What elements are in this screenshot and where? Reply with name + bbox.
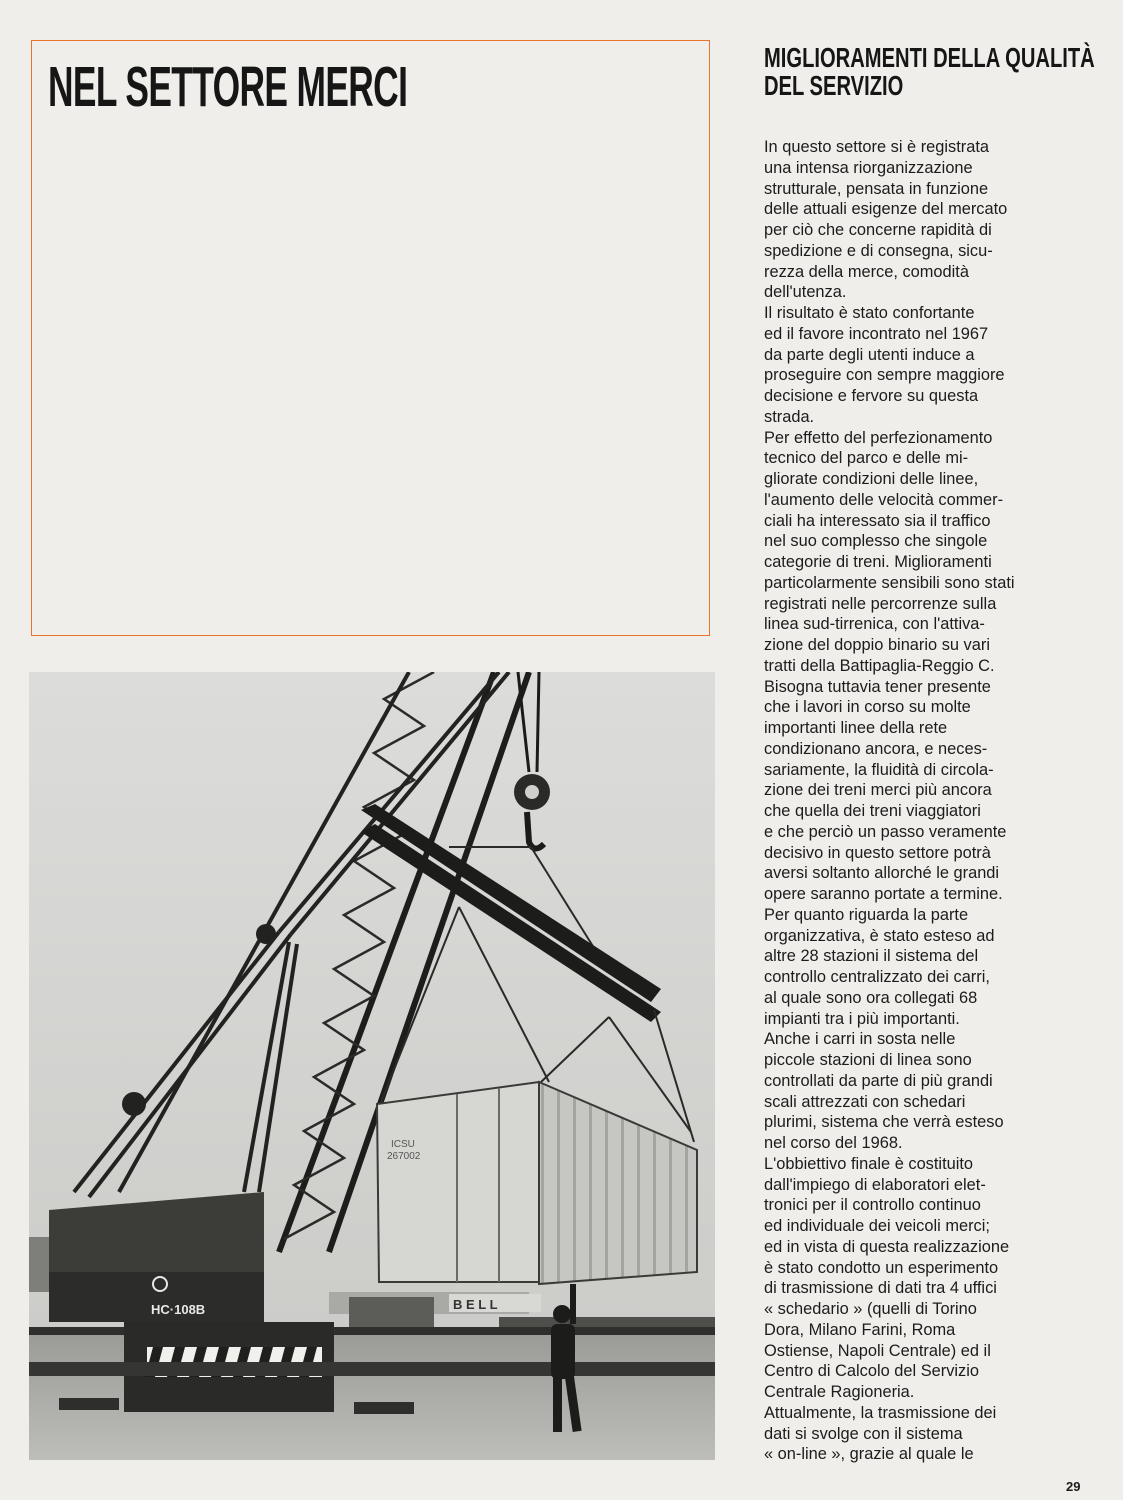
section-heading-line1: MIGLIORAMENTI DELLA QUALITÀ (764, 42, 1095, 73)
body-line: spedizione e di consegna, sicu- (764, 241, 993, 260)
body-line: nel suo complesso che singole (764, 532, 988, 551)
body-line: organizzativa, è stato esteso ad (764, 926, 995, 945)
body-line: plurimi, sistema che verrà esteso (764, 1113, 1004, 1132)
body-line: di trasmissione di dati tra 4 uffici (764, 1279, 997, 1298)
container-code-2: 267002 (387, 1151, 421, 1162)
body-line: Per effetto del perfezionamento (764, 428, 993, 447)
section-heading (764, 44, 1095, 100)
body-line: una intensa riorganizzazione (764, 158, 973, 177)
body-line: importanti linee della rete (764, 719, 948, 737)
body-line: In questo settore si è registrata (764, 138, 990, 156)
section-title: NEL SETTORE MERCI (48, 55, 408, 119)
body-line: Anche i carri in sosta nelle (764, 1030, 956, 1049)
body-line: Centrale Ragioneria. (764, 1383, 915, 1401)
body-line: decisione e fervore su questa (764, 387, 979, 405)
crane-photo (29, 672, 715, 1460)
body-line: controllo centralizzato dei carri, (764, 968, 990, 986)
body-line: e che perciò un passo veramente (764, 822, 1007, 841)
body-line: particolarmente sensibili sono stati (764, 573, 1015, 592)
body-line: Ostiense, Napoli Centrale) ed il (764, 1341, 991, 1360)
body-line: L'obbiettivo finale è costituito (764, 1154, 974, 1173)
section-heading-line2: DEL SERVIZIO (764, 70, 904, 101)
body-line: ciali ha interessato sia il traffico (764, 511, 991, 530)
body-line: è stato condotto un esperimento (764, 1258, 999, 1277)
body-line: « on-line », grazie al quale le (764, 1445, 974, 1464)
body-line: altre 28 stazioni il sistema del (764, 947, 979, 966)
article-body (764, 137, 1094, 1465)
body-line: condizionano ancora, e neces- (764, 739, 988, 758)
body-line: nel corso del 1968. (764, 1134, 903, 1152)
body-line: dati si svolge con il sistema (764, 1424, 963, 1443)
body-line: piccole stazioni di linea sono (764, 1051, 972, 1069)
body-line: ed in vista di questa realizzazione (764, 1237, 1010, 1256)
body-line: ed individuale dei veicoli merci; (764, 1217, 990, 1235)
body-line: strutturale, pensata in funzione (764, 179, 989, 198)
body-line: opere saranno portate a termine. (764, 885, 1003, 903)
body-line: rezza della merce, comodità (764, 262, 969, 281)
body-line: aversi soltanto allorché le grandi (764, 864, 1000, 883)
body-line: Bisogna tuttavia tener presente (764, 677, 991, 696)
body-line: tecnico del parco e delle mi- (764, 449, 969, 468)
body-line: che i lavori in corso su molte (764, 698, 971, 717)
body-line: Il risultato è stato confortante (764, 304, 975, 322)
body-line: sariamente, la fluidità di circola- (764, 760, 994, 779)
body-line: delle attuali esigenze del mercato (764, 200, 1008, 219)
body-line: dell'utenza. (764, 283, 847, 302)
body-line: al quale sono ora collegati 68 (764, 988, 978, 1007)
title-frame (31, 40, 710, 636)
body-line: Dora, Milano Farini, Roma (764, 1320, 956, 1339)
body-line: tronici per il controllo continuo (764, 1196, 981, 1215)
body-line: zione del doppio binario su vari (764, 636, 990, 654)
body-line: tratti della Battipaglia-Reggio C. (764, 656, 995, 675)
body-line: linea sud-tirrenica, con l'attiva- (764, 615, 985, 634)
body-line: dall'impiego di elaboratori elet- (764, 1175, 986, 1194)
body-line: « schedario » (quelli di Torino (764, 1300, 977, 1318)
body-line: da parte degli utenti induce a (764, 345, 975, 364)
body-line: zione dei treni merci più ancora (764, 781, 992, 800)
body-line: per ciò che concerne rapidità di (764, 221, 992, 239)
page-number: 29 (1066, 1479, 1081, 1494)
body-line: Per quanto riguarda la parte (764, 905, 969, 924)
body-line: proseguire con sempre maggiore (764, 366, 1005, 385)
body-line: che quella dei treni viaggiatori (764, 802, 981, 820)
body-line: decisivo in questo settore potrà (764, 843, 991, 862)
body-line: controllati da parte di più grandi (764, 1071, 993, 1090)
truck-sign: B E L L (453, 1297, 498, 1312)
crane-photo-illustration (29, 672, 715, 1460)
crane-label: HC·108B (151, 1302, 206, 1317)
body-line: gliorate condizioni delle linee, (764, 470, 979, 488)
body-line: l'aumento delle velocità commer- (764, 490, 1004, 509)
body-line: ed il favore incontrato nel 1967 (764, 324, 989, 343)
body-line: Attualmente, la trasmissione dei (764, 1403, 997, 1422)
body-line: categorie di treni. Miglioramenti (764, 553, 992, 571)
container-code-1: ICSU (391, 1139, 415, 1150)
body-line: impianti tra i più importanti. (764, 1009, 960, 1028)
body-line: registrati nelle percorrenze sulla (764, 594, 997, 613)
body-line: Centro di Calcolo del Servizio (764, 1362, 979, 1381)
body-line: scali attrezzati con schedari (764, 1092, 966, 1111)
body-line: strada. (764, 407, 815, 426)
